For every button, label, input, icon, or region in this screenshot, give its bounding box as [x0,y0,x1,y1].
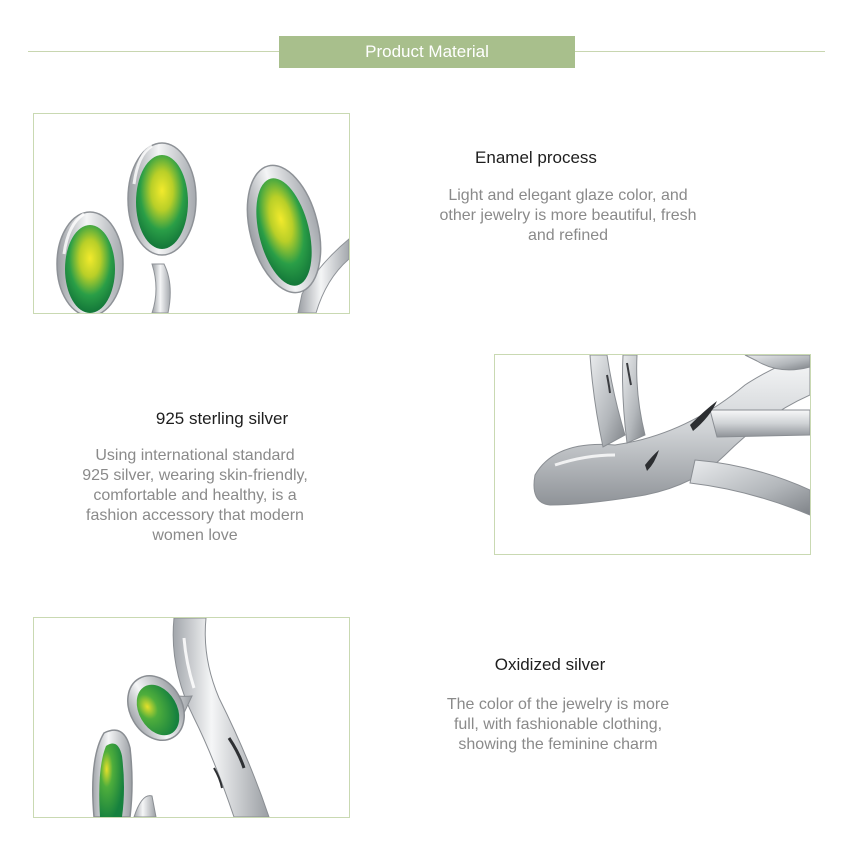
description-line: Using international standard [95,447,295,464]
oxidized-silver-ring-photo [33,617,350,818]
feature-title-enamel: Enamel process [475,148,597,167]
feature-description-enamel [398,186,738,246]
feature-title-sterling-silver: 925 sterling silver [155,409,289,428]
description-line: and refined [527,227,609,244]
section-title-banner: Product Material [279,36,575,68]
sterling-silver-ring-photo [494,354,811,555]
description-line: comfortable and healthy, is a [93,487,297,504]
description-line: Light and elegant glaze color, and [448,187,688,204]
description-line: showing the feminine charm [458,736,658,753]
feature-description-sterling-silver [40,446,350,546]
description-line: full, with fashionable clothing, [453,716,663,733]
enamel-ring-photo [33,113,350,314]
feature-description-oxidized-silver [398,695,718,755]
description-line: The color of the jewelry is more [446,696,670,713]
description-line: other jewelry is more beautiful, fresh [439,207,697,224]
header-divider-left [28,51,279,52]
feature-title-oxidized-silver: Oxidized silver [494,655,606,674]
description-line: 925 silver, wearing skin-friendly, [82,467,308,484]
description-line: women love [152,527,238,544]
header-divider-right [575,51,825,52]
description-line: fashion accessory that modern [86,507,304,524]
